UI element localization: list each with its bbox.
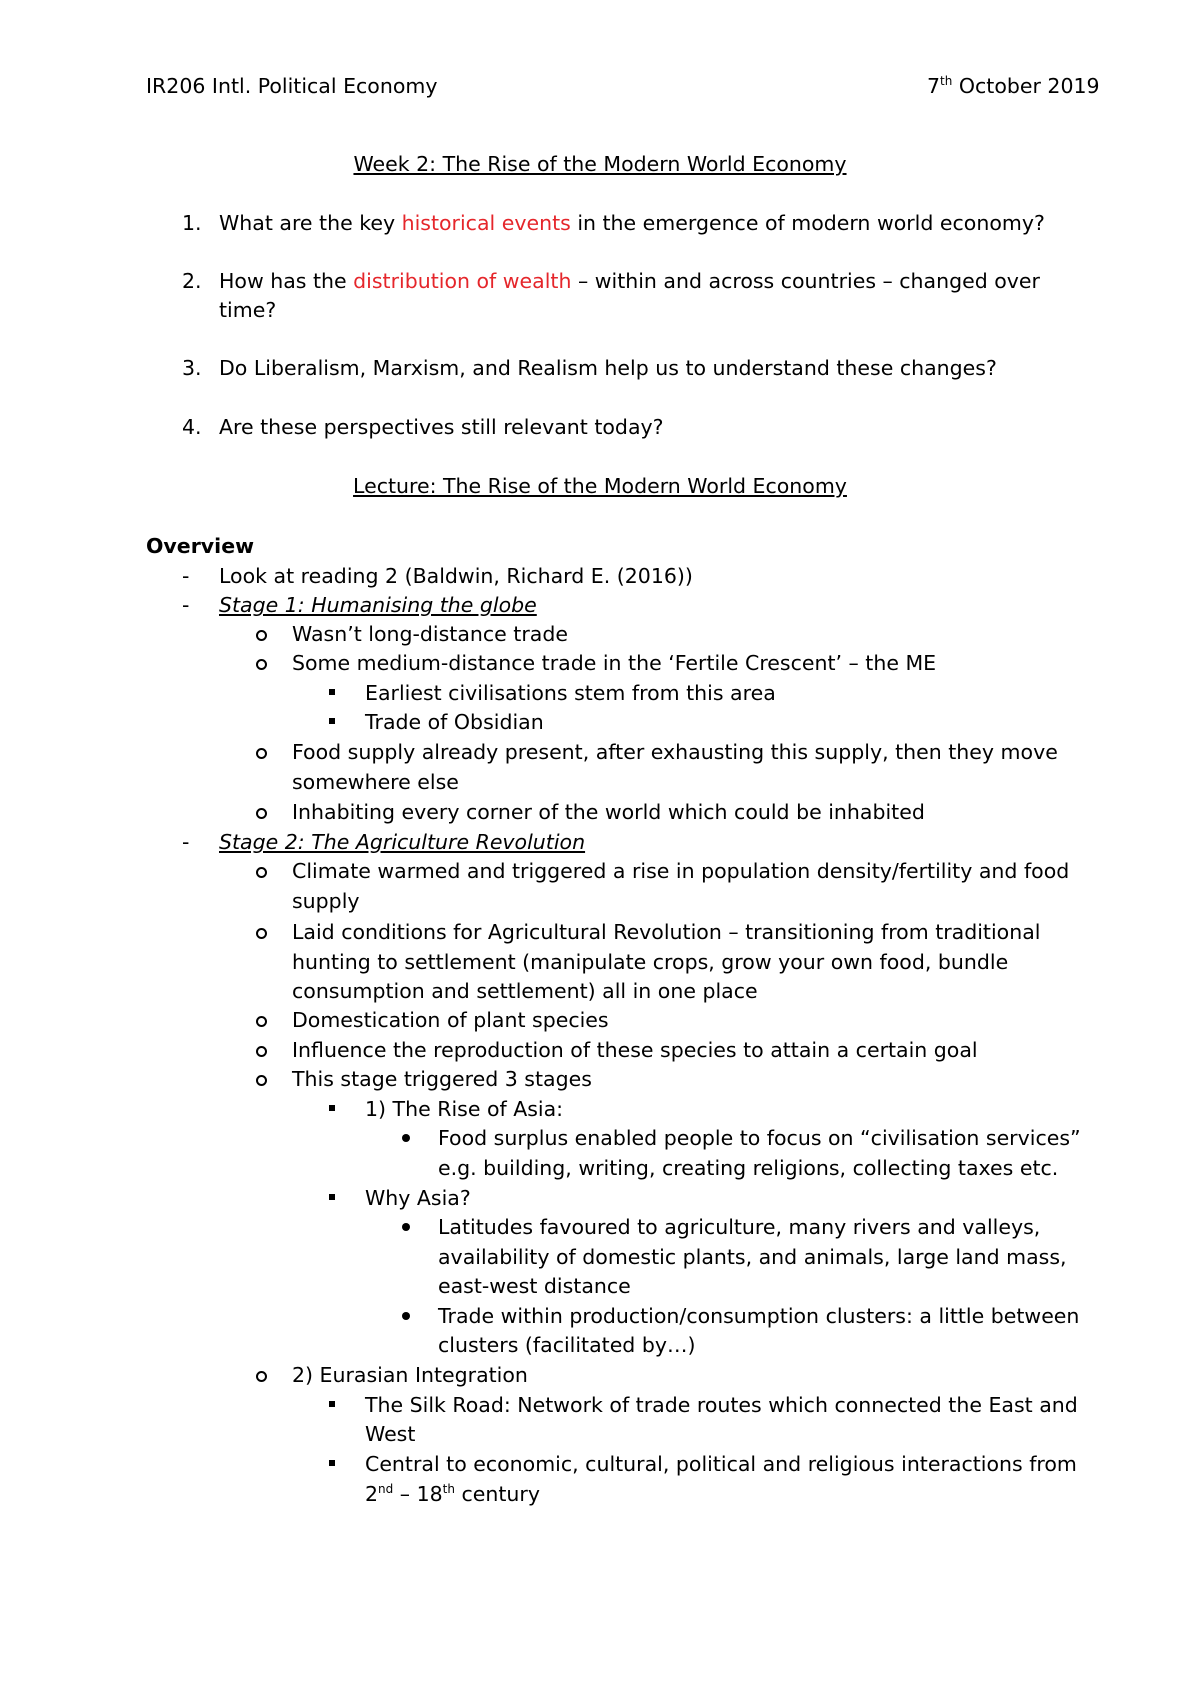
stage-1-title: Stage 1: Humanising the globe [219,593,537,617]
date-header: 7th October 2019 [927,74,1100,98]
stage-2-item: Domestication of plant species [292,1008,609,1032]
why-asia-point: Latitudes favoured to agriculture, many rivers and valleys, [438,1215,1041,1239]
question-number: 2. [182,269,202,293]
question-1: What are the key historical events in the emergence of modern world economy? [219,211,1045,235]
stage-1-item-continued: somewhere else [292,770,459,794]
why-asia-point: Trade within production/consumption clusters: a little between [438,1304,1080,1328]
circle-bullet [256,748,267,759]
stage-2-item-continued: hunting to settlement (manipulate crops, grow your own food, bundle [292,950,1009,974]
round-bullet [402,1312,410,1320]
silk-road-point: The Silk Road: Network of trade routes which connected the East and [365,1393,1078,1417]
stage-1-item: Inhabiting every corner of the world which could be inhabited [292,800,925,824]
question-number: 3. [182,356,202,380]
stage-1-item: Food supply already present, after exhausting this supply, then they move [292,740,1058,764]
question-4: Are these perspectives still relevant today? [219,415,664,439]
square-bullet [329,689,335,695]
page-title: Week 2: The Rise of the Modern World Economy [353,152,847,176]
reading-note: Look at reading 2 (Baldwin, Richard E. (2016)) [219,564,693,588]
question-number: 4. [182,415,202,439]
interactions-point-continued: 2nd – 18th century [365,1482,540,1506]
lecture-title: Lecture: The Rise of the Modern World Economy [353,474,847,498]
stage-2-item: Climate warmed and triggered a rise in population density/fertility and food [292,859,1070,883]
circle-bullet [256,659,267,670]
square-bullet [329,1105,335,1111]
question-2: How has the distribution of wealth – within and across countries – changed over [219,269,1040,293]
stage-2-item: This stage triggered 3 stages [292,1067,592,1091]
circle-bullet [256,867,267,878]
stage-1-item: Wasn’t long-distance trade [292,622,568,646]
question-2-continued: time? [219,298,277,322]
rise-of-asia-point: Food surplus enabled people to focus on “civilisation services” [438,1126,1081,1150]
circle-bullet [256,928,267,939]
square-bullet [329,1460,335,1466]
silk-road-point-continued: West [365,1422,416,1446]
round-bullet [402,1223,410,1231]
stage-1-subitem: Trade of Obsidian [365,710,544,734]
round-bullet [402,1134,410,1142]
dash-bullet: - [182,830,190,854]
rise-of-asia-heading: 1) The Rise of Asia: [365,1097,564,1121]
square-bullet [329,718,335,724]
circle-bullet [256,1016,267,1027]
eurasian-integration-heading: 2) Eurasian Integration [292,1363,528,1387]
square-bullet [329,1401,335,1407]
circle-bullet [256,1046,267,1057]
question-3: Do Liberalism, Marxism, and Realism help us to understand these changes? [219,356,997,380]
stage-2-item: Laid conditions for Agricultural Revolution – transitioning from traditional [292,920,1041,944]
circle-bullet [256,808,267,819]
stage-1-subitem: Earliest civilisations stem from this area [365,681,776,705]
dash-bullet: - [182,564,190,588]
course-header: IR206 Intl. Political Economy [146,74,438,98]
why-asia-heading: Why Asia? [365,1186,471,1210]
question-number: 1. [182,211,202,235]
rise-of-asia-point-continued: e.g. building, writing, creating religions, collecting taxes etc. [438,1156,1059,1180]
why-asia-point-continued: clusters (facilitated by…) [438,1333,696,1357]
why-asia-point-continued: availability of domestic plants, and animals, large land mass, [438,1245,1067,1269]
interactions-point: Central to economic, cultural, political and religious interactions from [365,1452,1077,1476]
dash-bullet: - [182,593,190,617]
stage-2-item: Influence the reproduction of these species to attain a certain goal [292,1038,978,1062]
circle-bullet [256,1075,267,1086]
circle-bullet [256,1371,267,1382]
stage-2-item-continued: consumption and settlement) all in one place [292,979,758,1003]
stage-2-title: Stage 2: The Agriculture Revolution [219,830,586,854]
overview-heading: Overview [146,534,255,558]
square-bullet [329,1194,335,1200]
stage-1-item: Some medium-distance trade in the ‘Fertile Crescent’ – the ME [292,651,937,675]
stage-2-item-continued: supply [292,889,360,913]
why-asia-point-continued: east-west distance [438,1274,631,1298]
circle-bullet [256,630,267,641]
